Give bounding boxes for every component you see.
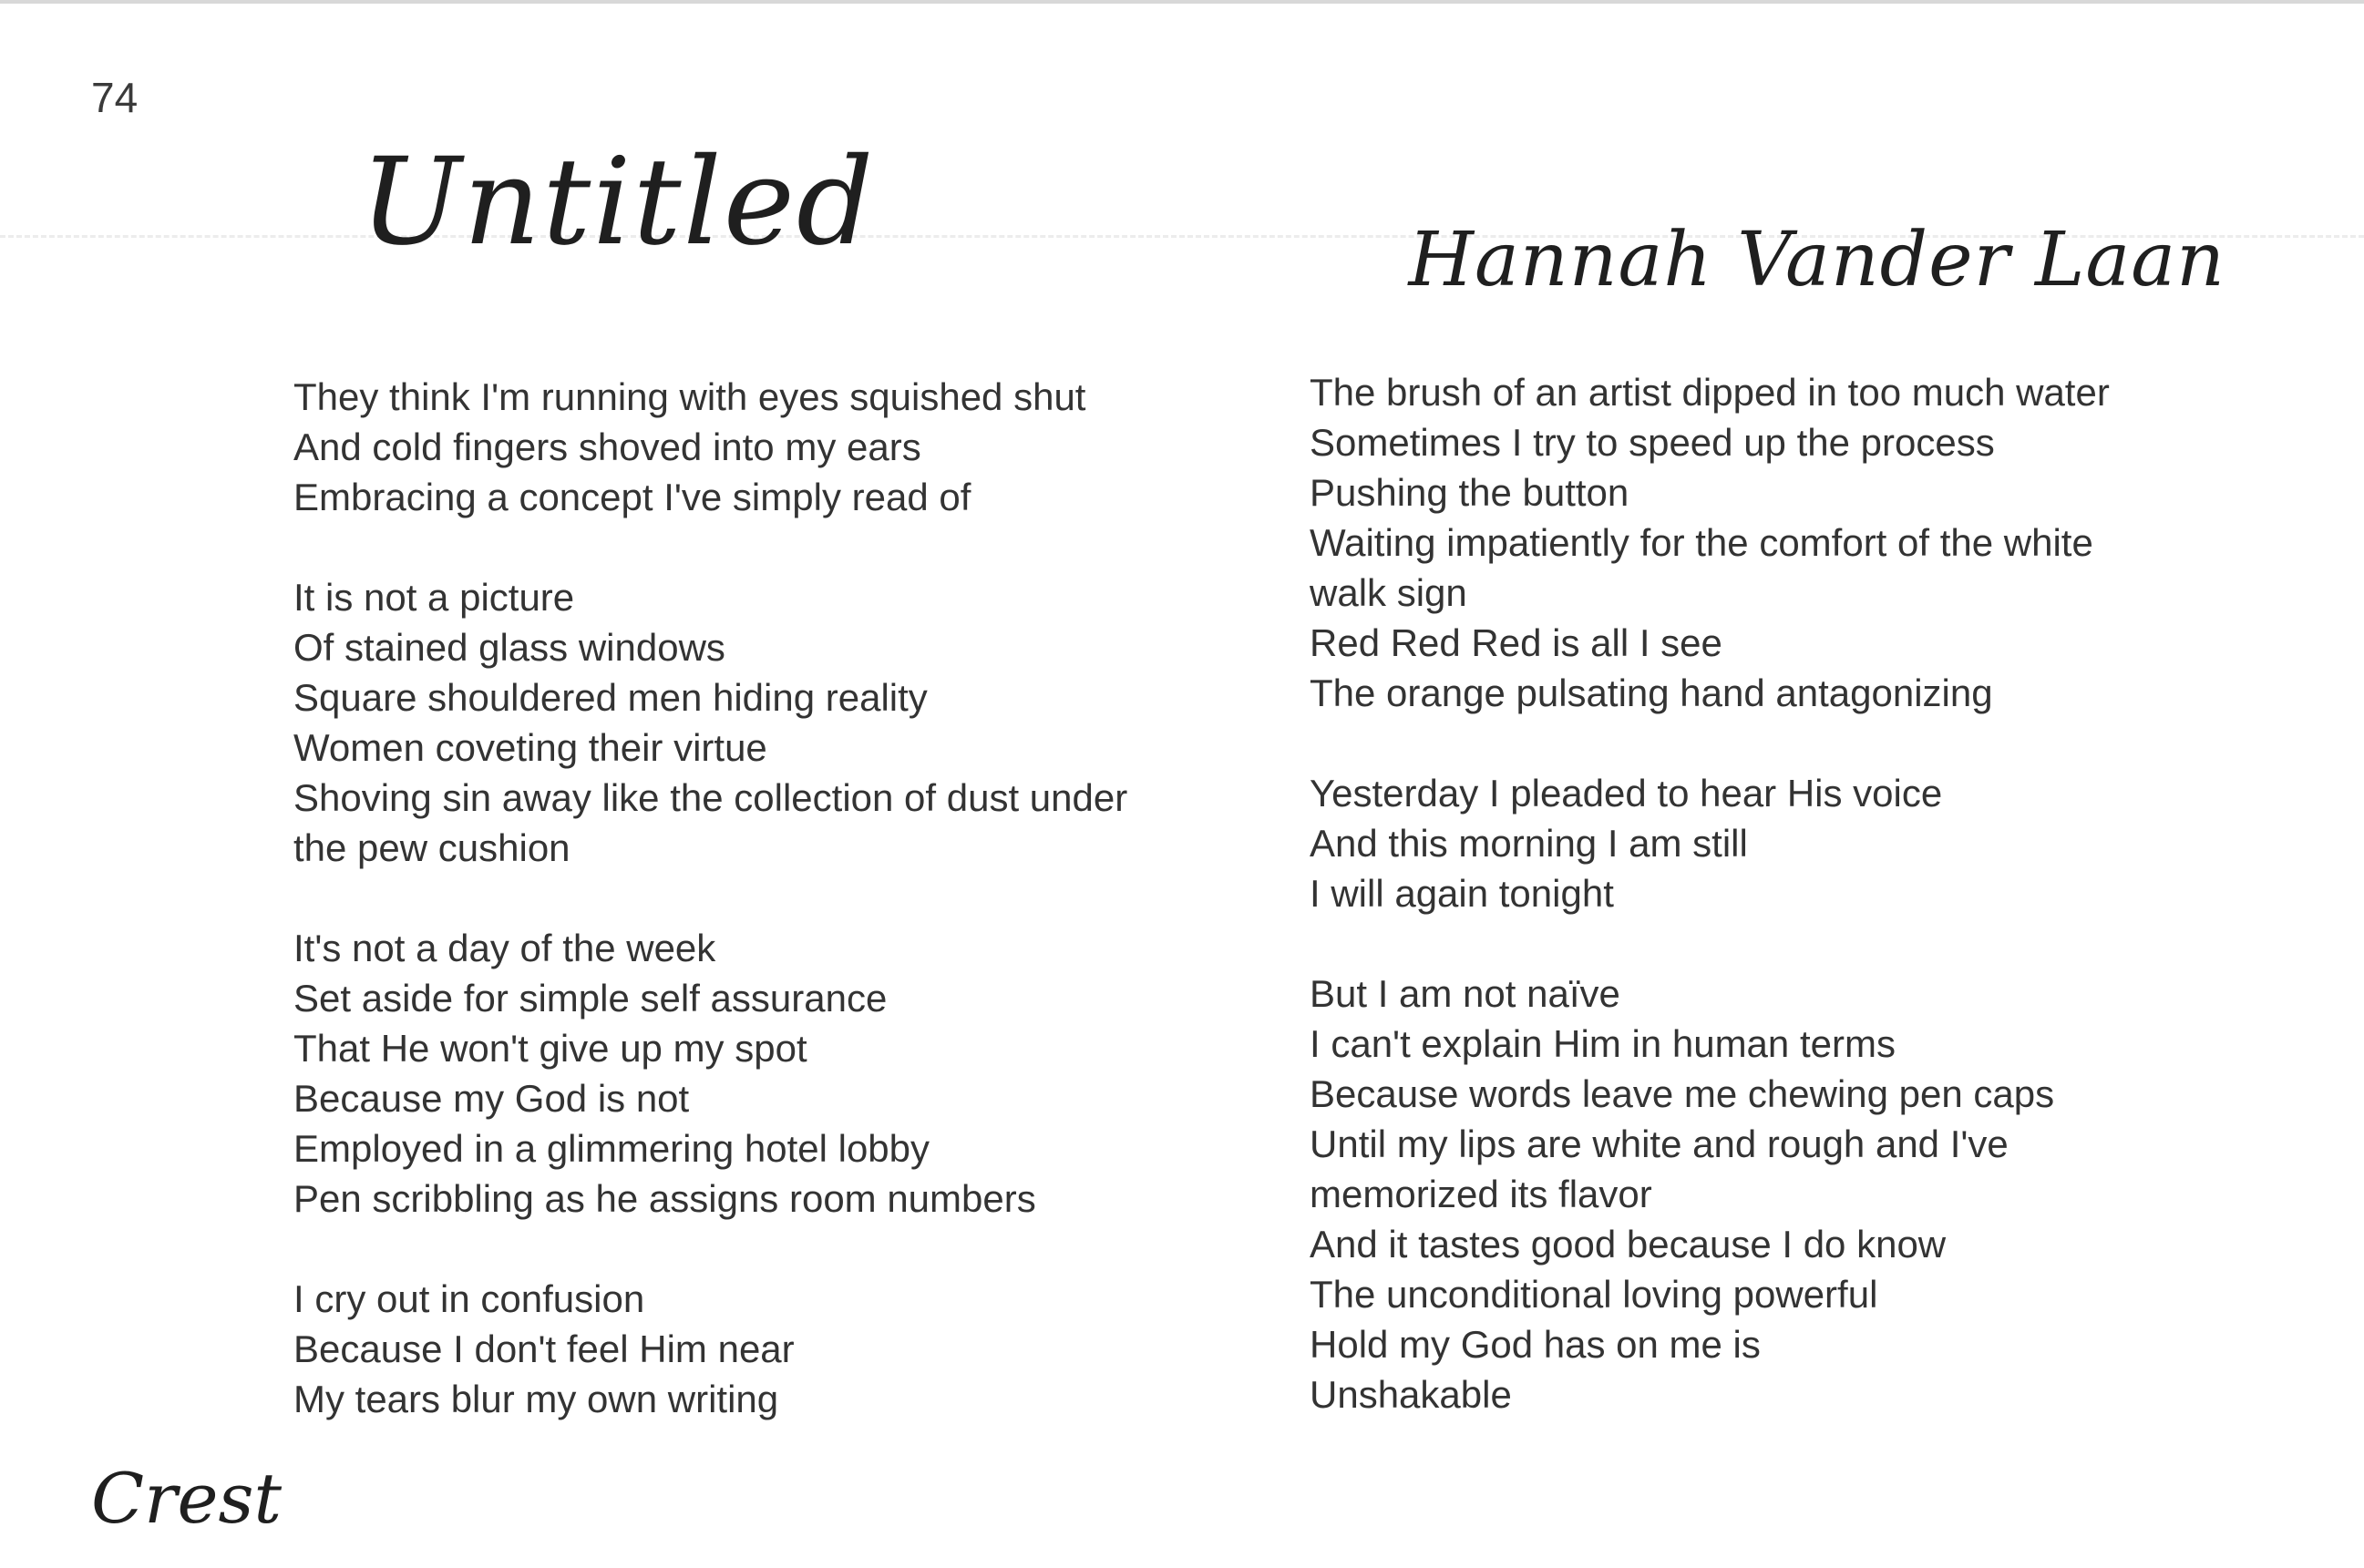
poem-line: Hold my God has on me is [1310, 1323, 1761, 1366]
poem-line: Sometimes I try to speed up the process [1310, 421, 1995, 464]
poem-line: And this morning I am still [1310, 822, 1748, 865]
poem-line: Shoving sin away like the collection of dust under [293, 776, 1128, 819]
poem-line: Square shouldered men hiding reality [293, 676, 928, 719]
poem-line: Women coveting their virtue [293, 726, 767, 769]
poem-line: Embracing a concept I've simply read of [293, 476, 971, 518]
poem-line: Set aside for simple self assurance [293, 977, 888, 1020]
poem-line: It is not a picture [293, 576, 575, 619]
poem-line: Of stained glass windows [293, 626, 725, 669]
stanza [1310, 367, 2239, 718]
stanza [1310, 768, 2239, 918]
poem-line: My tears blur my own writing [293, 1378, 779, 1420]
poem-line: That He won't give up my spot [293, 1027, 807, 1070]
stanza [293, 572, 1205, 873]
poem-line: But I am not naïve [1310, 972, 1620, 1015]
poem-line: Unshakable [1310, 1373, 1512, 1416]
poem-line: I will again tonight [1310, 872, 1614, 915]
publication-name: Crest [91, 1458, 282, 1539]
top-edge-rule [0, 0, 2364, 4]
stanza [293, 923, 1205, 1224]
poem-column-left [293, 372, 1205, 1474]
poem-line: The unconditional loving powerful [1310, 1273, 1878, 1316]
poem-line: And cold fingers shoved into my ears [293, 425, 921, 468]
poem-line: Until my lips are white and rough and I've [1310, 1122, 2009, 1165]
poem-line: Because my God is not [293, 1077, 690, 1120]
stanza [293, 1274, 1205, 1424]
stanza [293, 372, 1205, 522]
page-number: 74 [91, 74, 139, 121]
poem-line: Because words leave me chewing pen caps [1310, 1072, 2055, 1115]
poem-line: the pew cushion [293, 826, 570, 869]
stanza [1310, 968, 2239, 1419]
poem-line: Pushing the button [1310, 471, 1629, 514]
poem-column-right [1310, 367, 2239, 1470]
poem-line: The orange pulsating hand antagonizing [1310, 671, 1993, 714]
poem-line: memorized its flavor [1310, 1173, 1652, 1215]
poem-line: Employed in a glimmering hotel lobby [293, 1127, 930, 1170]
poem-line: Pen scribbling as he assigns room numbers [293, 1177, 1036, 1220]
poem-line: Waiting impatiently for the comfort of the white [1310, 521, 2093, 564]
poem-line: Yesterday I pleaded to hear His voice [1310, 772, 1943, 815]
poem-line: They think I'm running with eyes squished shut [293, 375, 1086, 418]
poem-line: The brush of an artist dipped in too much water [1310, 371, 2110, 414]
poem-line: It's not a day of the week [293, 927, 716, 969]
poem-title: Untitled [360, 132, 876, 272]
poem-line: Red Red Red is all I see [1310, 621, 1722, 664]
poem-line: walk sign [1310, 571, 1467, 614]
poem-line: Because I don't feel Him near [293, 1327, 795, 1370]
poem-line: I can't explain Him in human terms [1310, 1022, 1896, 1065]
poem-author: Hannah Vander Laan [1408, 217, 2225, 303]
poem-line: I cry out in confusion [293, 1277, 645, 1320]
poem-line: And it tastes good because I do know [1310, 1223, 1947, 1266]
